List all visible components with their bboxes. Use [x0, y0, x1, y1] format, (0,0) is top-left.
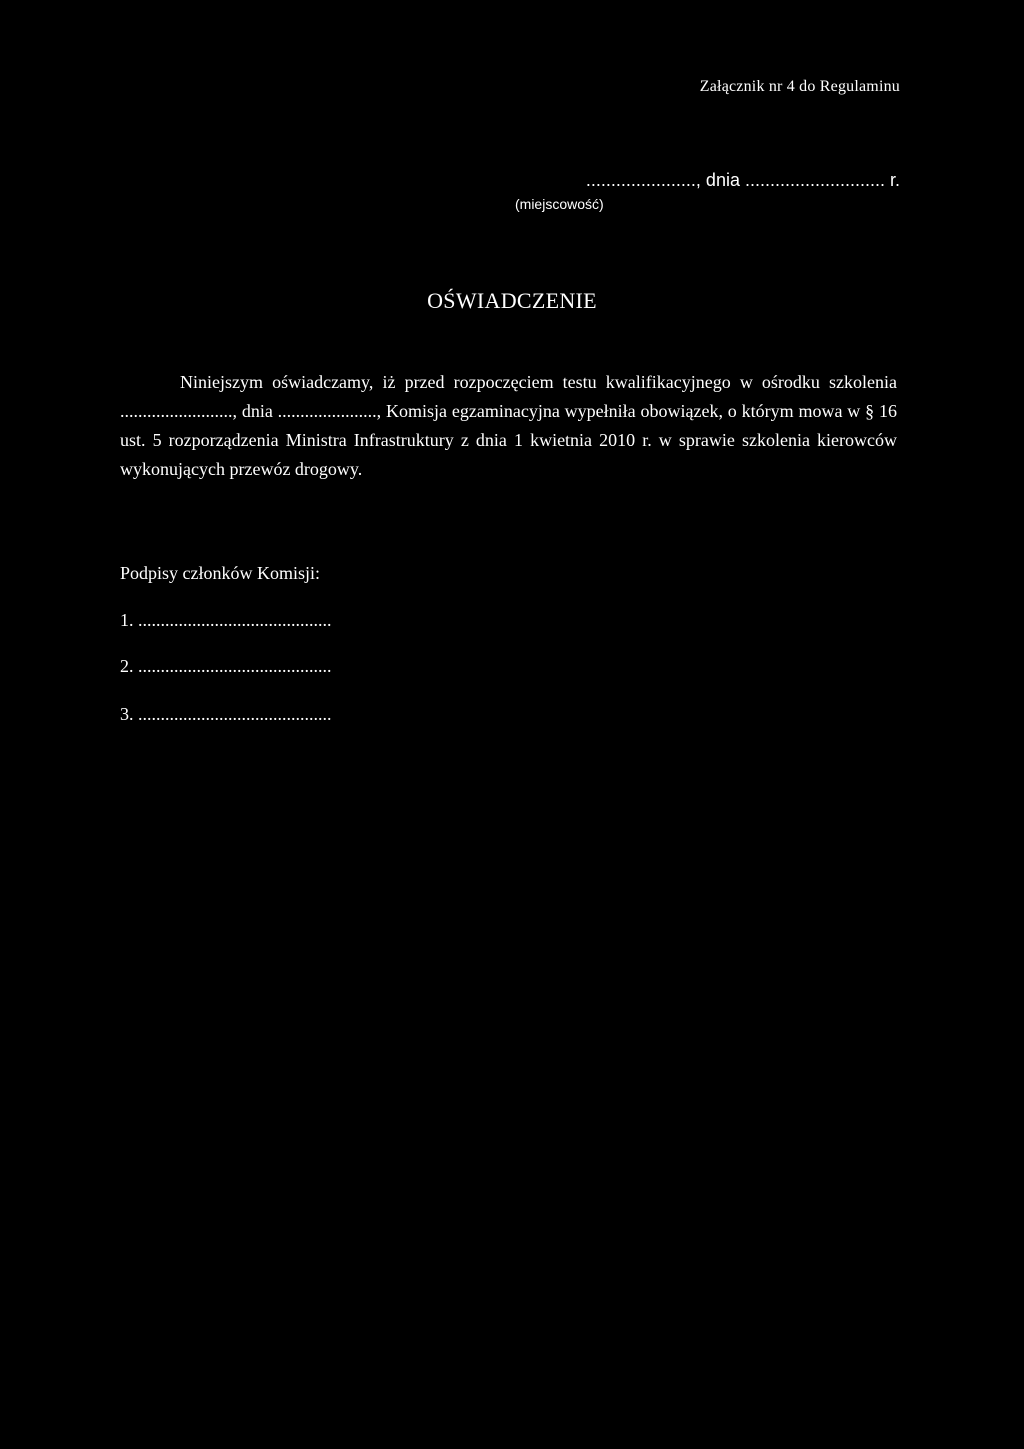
- place-date-line: ......................, dnia ............................ r.: [585, 170, 900, 190]
- signature-line-2: 2. ...........................................: [120, 656, 332, 676]
- signature-line-3: 3. ...........................................: [120, 704, 332, 724]
- declaration-body: Niniejszym oświadczamy, iż przed rozpoczęciem testu kwalifikacyjnego w ośrodku szkolenia ........................., dnia ......................, Komisja egzaminacyjna wypełniła obowiązek, o którym mowa w § 16 ust. 5 rozporządzenia Ministra Infrastruktury z dnia 1 kwietnia 2010 r. w sprawie szkolenia kierowców wykonujących przewóz drogowy.: [120, 372, 897, 479]
- place-caption: (miejscowość): [515, 196, 604, 212]
- signatures-label: Podpisy członków Komisji:: [120, 563, 321, 583]
- document-title: OŚWIADCZENIE: [427, 288, 597, 313]
- attachment-label: Załącznik nr 4 do Regulaminu: [699, 78, 900, 95]
- signature-line-1: 1. ...........................................: [120, 610, 332, 630]
